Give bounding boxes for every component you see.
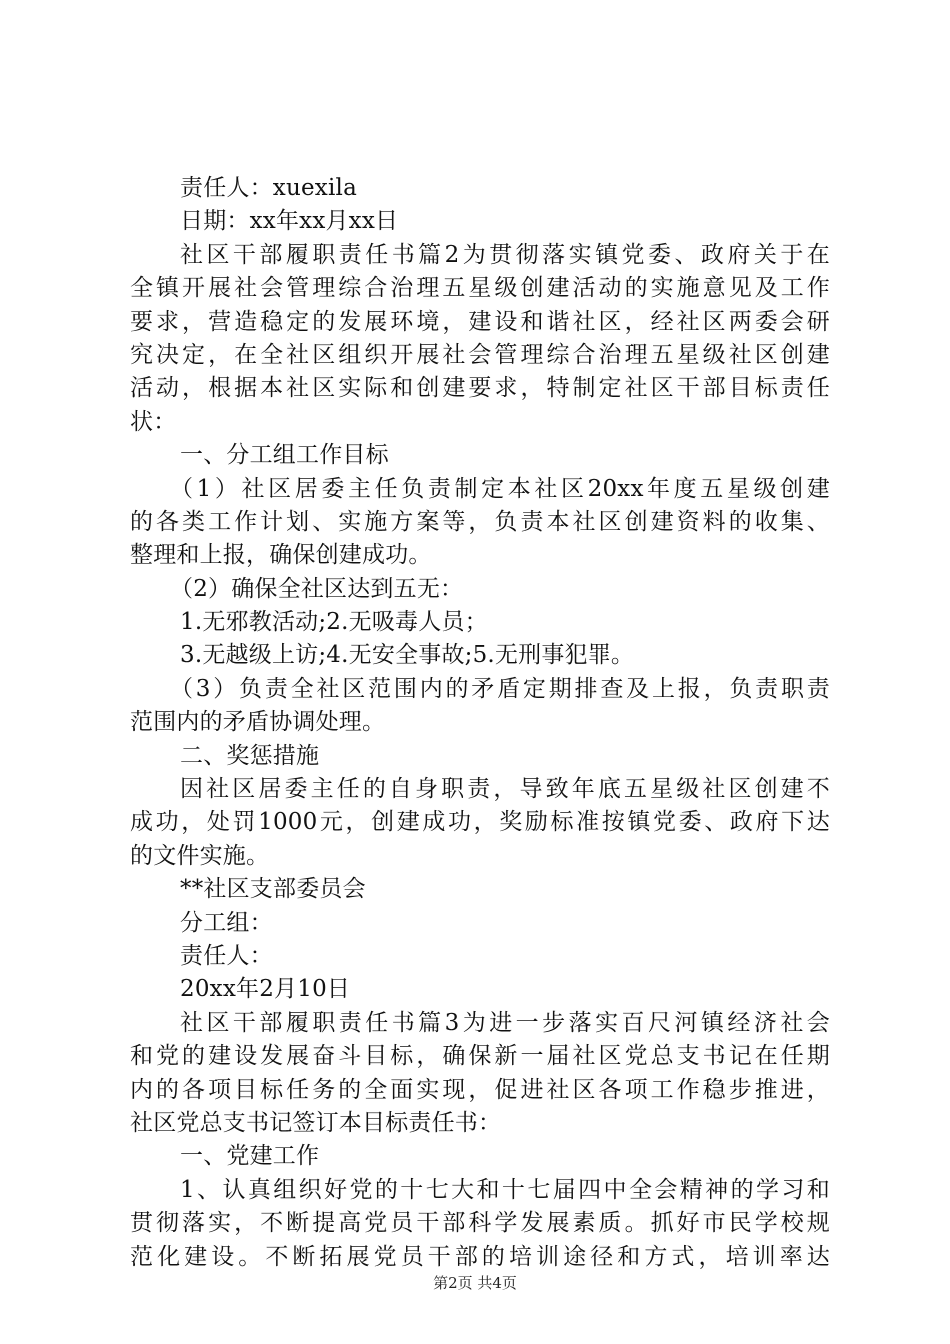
text-line: 社区干部履职责任书篇3为进一步落实百尺河镇经济社会: [180, 1009, 830, 1036]
text-line: 因社区居委主任的自身职责，导致年底五星级社区创建不: [180, 776, 830, 803]
text-line: 3.无越级上访;4.无安全事故;5.无刑事犯罪。: [180, 642, 635, 669]
text-line: 和党的建设发展奋斗目标，确保新一届社区党总支书记在任期: [130, 1043, 830, 1070]
text-line: 1.无邪教活动;2.无吸毒人员；: [180, 609, 488, 636]
text-line: 状：: [130, 408, 177, 435]
document-body: [130, 172, 830, 1274]
text-line: （1）社区居委主任负责制定本社区20xx年度五星级创建: [170, 475, 830, 502]
text-line: 究决定，在全社区组织开展社会管理综合治理五星级社区创建: [130, 341, 830, 368]
text-line: 活动，根据本社区实际和创建要求，特制定社区干部目标责任: [130, 375, 830, 402]
page-number-footer: 第2页 共4页: [433, 1274, 517, 1292]
section-heading: 二、奖惩措施: [180, 742, 320, 769]
text-line: 成功，处罚1000元，创建成功，奖励标准按镇党委、政府下达: [130, 809, 830, 836]
text-line: 日期：xx年xx月xx日: [180, 208, 399, 235]
text-line: 整理和上报，确保创建成功。: [130, 542, 432, 569]
text-line: 社区干部履职责任书篇2为贯彻落实镇党委、政府关于在: [180, 241, 830, 268]
text-line: 分工组：: [180, 909, 273, 936]
text-line: （2）确保全社区达到五无：: [170, 575, 464, 602]
text-line: 全镇开展社会管理综合治理五星级创建活动的实施意见及工作: [130, 275, 830, 302]
section-heading: 一、分工组工作目标: [180, 442, 389, 469]
text-line: 贯彻落实，不断提高党员干部科学发展素质。抓好市民学校规: [130, 1210, 830, 1237]
text-line: 内的各项目标任务的全面实现，促进社区各项工作稳步推进，: [130, 1076, 830, 1103]
text-line: 责任人：: [180, 942, 273, 969]
text-line: 的文件实施。: [130, 842, 270, 869]
text-line: 1、认真组织好党的十七大和十七届四中全会精神的学习和: [180, 1176, 830, 1203]
text-line: 范围内的矛盾协调处理。: [130, 709, 386, 736]
text-line: 的各类工作计划、实施方案等，负责本社区创建资料的收集、: [130, 508, 830, 535]
section-heading: 一、党建工作: [180, 1143, 320, 1170]
text-line: 20xx年2月10日: [180, 976, 351, 1003]
text-line: 责任人：xuexila: [180, 175, 357, 201]
text-line: 范化建设。不断拓展党员干部的培训途径和方式，培训率达: [130, 1243, 830, 1270]
text-line: 要求，营造稳定的发展环境，建设和谐社区，经社区两委会研: [130, 308, 830, 335]
text-line: **社区支部委员会: [180, 876, 366, 903]
text-line: 社区党总支书记签订本目标责任书：: [130, 1109, 502, 1136]
text-line: （3）负责全社区范围内的矛盾定期排查及上报，负责职责: [170, 675, 830, 702]
